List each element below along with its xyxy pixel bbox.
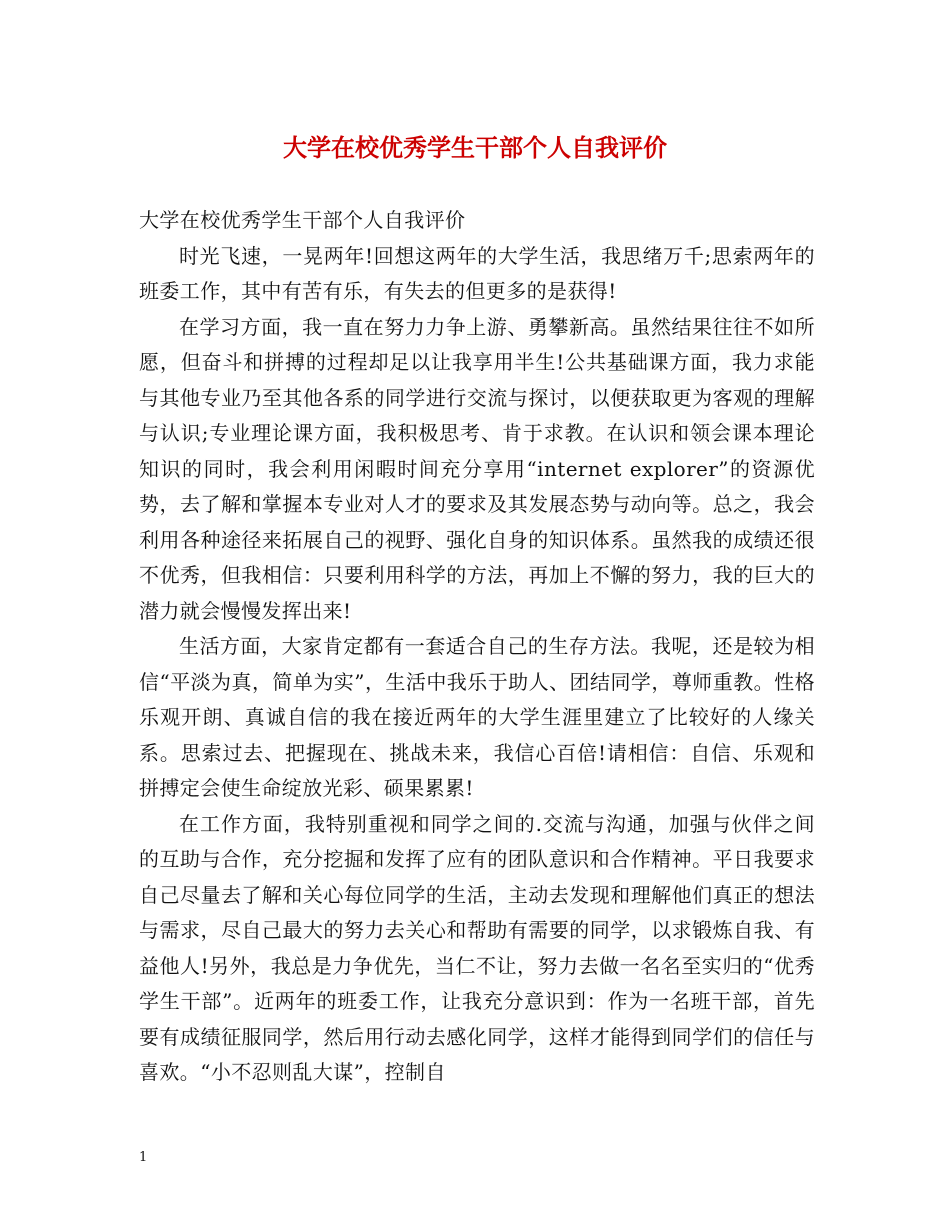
paragraph-intro: 时光飞速，一晃两年!回想这两年的大学生活，我思绪万千;思索两年的班委工作，其中有苦有乐，有失去的但更多的是获得! [139, 243, 815, 303]
document-title: 大学在校优秀学生干部个人自我评价 [283, 133, 667, 162]
page-number: 1 [139, 1150, 148, 1165]
document-body [139, 203, 815, 1091]
paragraph-study: 在学习方面，我一直在努力力争上游、勇攀新高。虽然结果往往不如所愿，但奋斗和拼搏的过程却足以让我享用半生!公共基础课方面，我力求能与其他专业乃至其他各系的同学进行交流与探讨，以便获取更为客观的理解与认识;专业理论课方面，我积极思考、肯于求教。在认识和领会课本理论知识的同时，我会利用闲暇时间充分享用“internet explorer”的资源优势，去了解和掌握本专业对人才的要求及其发展态势与动向等。总之，我会利用各种途径来拓展自己的视野、强化自身的知识体系。虽然我的成绩还很不优秀，但我相信：只要利用科学的方法，再加上不懈的努力，我的巨大的潜力就会慢慢发挥出来! [139, 314, 815, 623]
paragraph-life: 生活方面，大家肯定都有一套适合自己的生存方法。我呢，还是较为相信“平淡为真，简单为实”，生活中我乐于助人、团结同学，尊师重教。性格乐观开朗、真诚自信的我在接近两年的大学生涯里建立了比较好的人缘关系。思索过去、把握现在、挑战未来，我信心百倍!请相信：自信、乐观和拼搏定会使生命绽放光彩、硕果累累! [139, 634, 815, 800]
paragraph-work: 在工作方面，我特别重视和同学之间的.交流与沟通，加强与伙伴之间的互助与合作，充分挖掘和发挥了应有的团队意识和合作精神。平日我要求自己尽量去了解和关心每位同学的生活，主动去发现和理解他们真正的想法与需求，尽自己最大的努力去关心和帮助有需要的同学，以求锻炼自我、有益他人!另外，我总是力争优先，当仁不让，努力去做一名名至实归的“优秀学生干部”。近两年的班委工作，让我充分意识到：作为一名班干部，首先要有成绩征服同学，然后用行动去感化同学，这样才能得到同学们的信任与喜欢。“小不忍则乱大谋”，控制自 [139, 811, 815, 1084]
paragraph-subtitle: 大学在校优秀学生干部个人自我评价 [139, 208, 466, 232]
